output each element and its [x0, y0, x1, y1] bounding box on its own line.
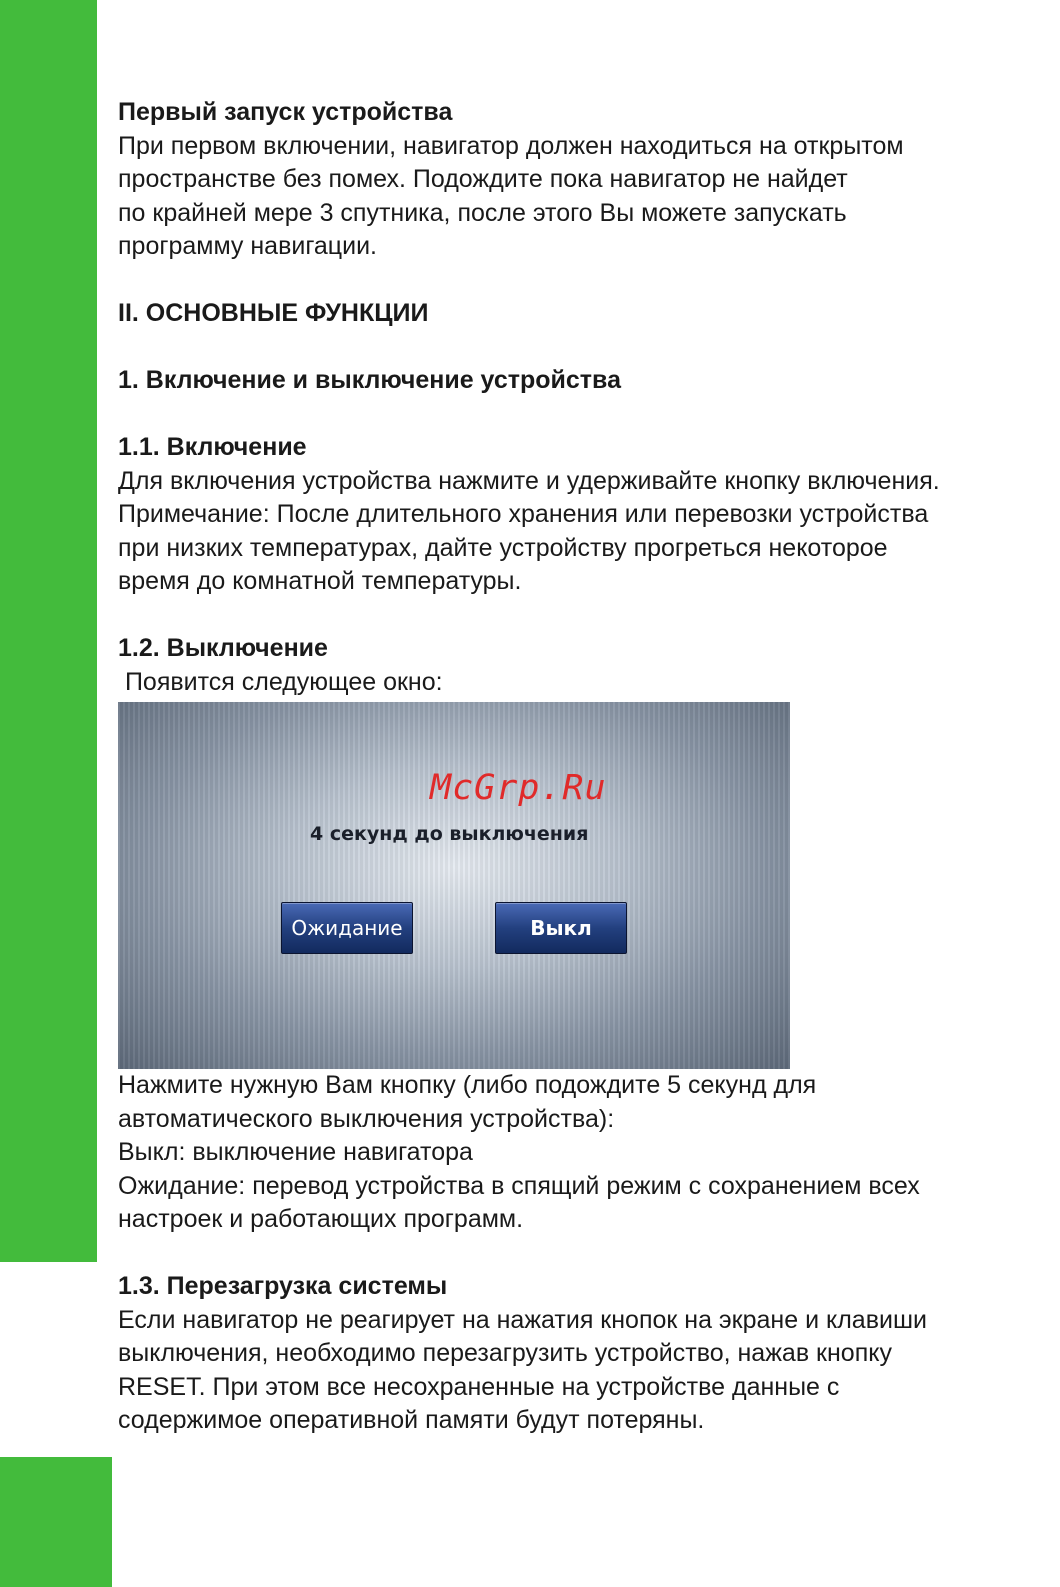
power-off-intro: Появится следующее окно: [118, 667, 443, 696]
section-heading: II. ОСНОВНЫЕ ФУНКЦИИ [118, 299, 429, 327]
shutdown-dialog-screenshot [118, 702, 790, 1069]
subsection-heading: 1. Включение и выключение устройства [118, 366, 621, 394]
reboot-text: Если навигатор не реагирует на нажатия кнопок на экране и клавиши выключения, необходимо перезагрузить устройство, нажав кнопку RESET. При этом все несохраненные на устройстве данные с содержимое оперативной памяти будут потеряны. [118, 1305, 927, 1434]
green-side-bar-top [0, 0, 97, 1262]
watermark-text: McGrp.Ru [430, 768, 607, 808]
power-off-text: Нажмите нужную Вам кнопку (либо подождите 5 секунд для автоматического выключения устройства): Выкл: выключение навигатора Ожидание: перевод устройства в спящий режим с сохранением всех настроек и работающих программ. [118, 1071, 920, 1233]
standby-button[interactable]: Ожидание [281, 902, 413, 954]
power-off-button[interactable]: Выкл [495, 902, 627, 954]
power-on-heading: 1.1. Включение [118, 433, 307, 461]
reboot-heading: 1.3. Перезагрузка системы [118, 1272, 448, 1300]
manual-page-content [118, 96, 1053, 1438]
power-off-heading: 1.2. Выключение [118, 634, 328, 662]
first-launch-text: При первом включении, навигатор должен находиться на открытом пространстве без помех. Подождите пока навигатор не найдет по крайней мере 3 спутника, после этого Вы можете запускать программу навигации. [118, 131, 904, 260]
first-launch-heading: Первый запуск устройства [118, 98, 453, 126]
shutdown-countdown-text: 4 секунд до выключения [310, 823, 589, 845]
green-side-bar-bottom [0, 1457, 112, 1587]
power-on-text: Для включения устройства нажмите и удерживайте кнопку включения. Примечание: После длительного хранения или перевозки устройства при низких температурах, дайте устройству прогреться некоторое время до комнатной температуры. [118, 466, 940, 595]
